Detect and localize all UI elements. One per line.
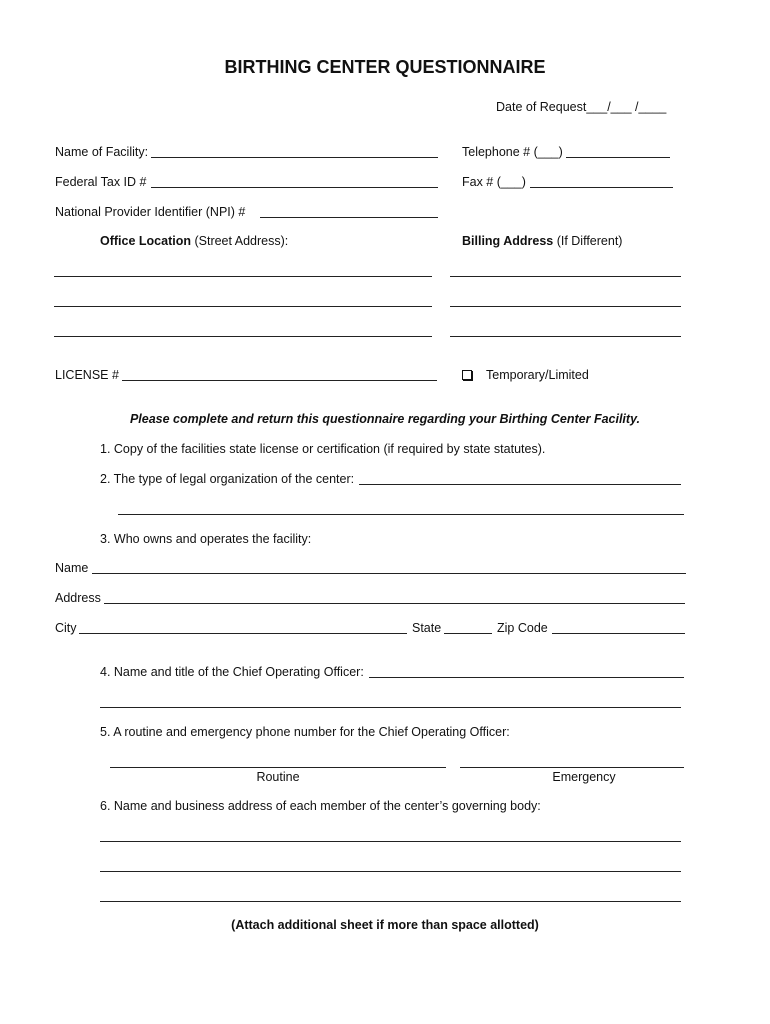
question-5: 5. A routine and emergency phone number for the Chief Operating Officer: bbox=[100, 725, 510, 739]
npi-field[interactable] bbox=[260, 217, 438, 218]
question-1: 1. Copy of the facilities state license or certification (if required by state statutes). bbox=[100, 442, 546, 456]
legal-organization-field-2[interactable] bbox=[118, 514, 684, 515]
coo-name-field[interactable] bbox=[369, 677, 684, 678]
office-address-line-2[interactable] bbox=[54, 306, 432, 307]
owner-state-label: State bbox=[412, 621, 442, 635]
office-address-line-1[interactable] bbox=[54, 276, 432, 277]
office-address-line-3[interactable] bbox=[54, 336, 432, 337]
governing-body-line-3[interactable] bbox=[100, 901, 681, 902]
billing-address-heading bbox=[462, 234, 622, 248]
coo-name-field-2[interactable] bbox=[100, 707, 681, 708]
billing-address-rest: (If Different) bbox=[556, 234, 623, 248]
question-3: 3. Who owns and operates the facility: bbox=[100, 532, 312, 546]
governing-body-line-1[interactable] bbox=[100, 841, 681, 842]
office-location-bold: Office Location bbox=[100, 234, 191, 248]
governing-body-line-2[interactable] bbox=[100, 871, 681, 872]
question-2: 2. The type of legal organization of the center: bbox=[100, 472, 355, 486]
emergency-phone-field[interactable] bbox=[460, 767, 684, 768]
billing-address-line-3[interactable] bbox=[450, 336, 681, 337]
owner-zip-field[interactable] bbox=[552, 633, 685, 634]
name-of-facility-field[interactable] bbox=[151, 157, 438, 158]
license-label: LICENSE # bbox=[55, 368, 119, 382]
owner-city-field[interactable] bbox=[79, 633, 407, 634]
federal-tax-id-label: Federal Tax ID # bbox=[55, 175, 147, 189]
name-of-facility-label: Name of Facility: bbox=[55, 145, 149, 159]
owner-city-label: City bbox=[55, 621, 77, 635]
federal-tax-id-field[interactable] bbox=[151, 187, 438, 188]
routine-label: Routine bbox=[256, 770, 300, 784]
owner-state-field[interactable] bbox=[444, 633, 492, 634]
owner-address-label: Address bbox=[55, 591, 101, 605]
telephone-field[interactable] bbox=[566, 157, 670, 158]
telephone-label: Telephone # (___) bbox=[462, 145, 563, 159]
attach-sheet-note: (Attach additional sheet if more than space allotted) bbox=[231, 918, 539, 932]
fax-label: Fax # (___) bbox=[462, 175, 526, 189]
fax-field[interactable] bbox=[530, 187, 673, 188]
temporary-limited-label: Temporary/Limited bbox=[486, 368, 589, 382]
routine-phone-field[interactable] bbox=[110, 767, 446, 768]
temporary-limited-checkbox[interactable] bbox=[462, 370, 472, 380]
owner-name-label: Name bbox=[55, 561, 89, 575]
npi-label: National Provider Identifier (NPI) # bbox=[55, 205, 246, 219]
billing-address-bold: Billing Address bbox=[462, 234, 554, 248]
billing-address-line-1[interactable] bbox=[450, 276, 681, 277]
owner-zip-label: Zip Code bbox=[497, 621, 548, 635]
office-location-heading bbox=[100, 234, 288, 248]
billing-address-line-2[interactable] bbox=[450, 306, 681, 307]
office-location-rest: (Street Address): bbox=[194, 234, 289, 248]
date-of-request-label: Date of Request___/___ /____ bbox=[496, 100, 667, 114]
owner-address-field[interactable] bbox=[104, 603, 685, 604]
license-field[interactable] bbox=[122, 380, 437, 381]
question-4: 4. Name and title of the Chief Operating Officer: bbox=[100, 665, 364, 679]
emergency-label: Emergency bbox=[552, 770, 616, 784]
owner-name-field[interactable] bbox=[92, 573, 686, 574]
question-6: 6. Name and business address of each member of the center’s governing body: bbox=[100, 799, 541, 813]
instruction-text: Please complete and return this questionnaire regarding your Birthing Center Facility. bbox=[129, 412, 641, 426]
legal-organization-field[interactable] bbox=[359, 484, 681, 485]
document-title: BIRTHING CENTER QUESTIONNAIRE bbox=[224, 57, 546, 77]
